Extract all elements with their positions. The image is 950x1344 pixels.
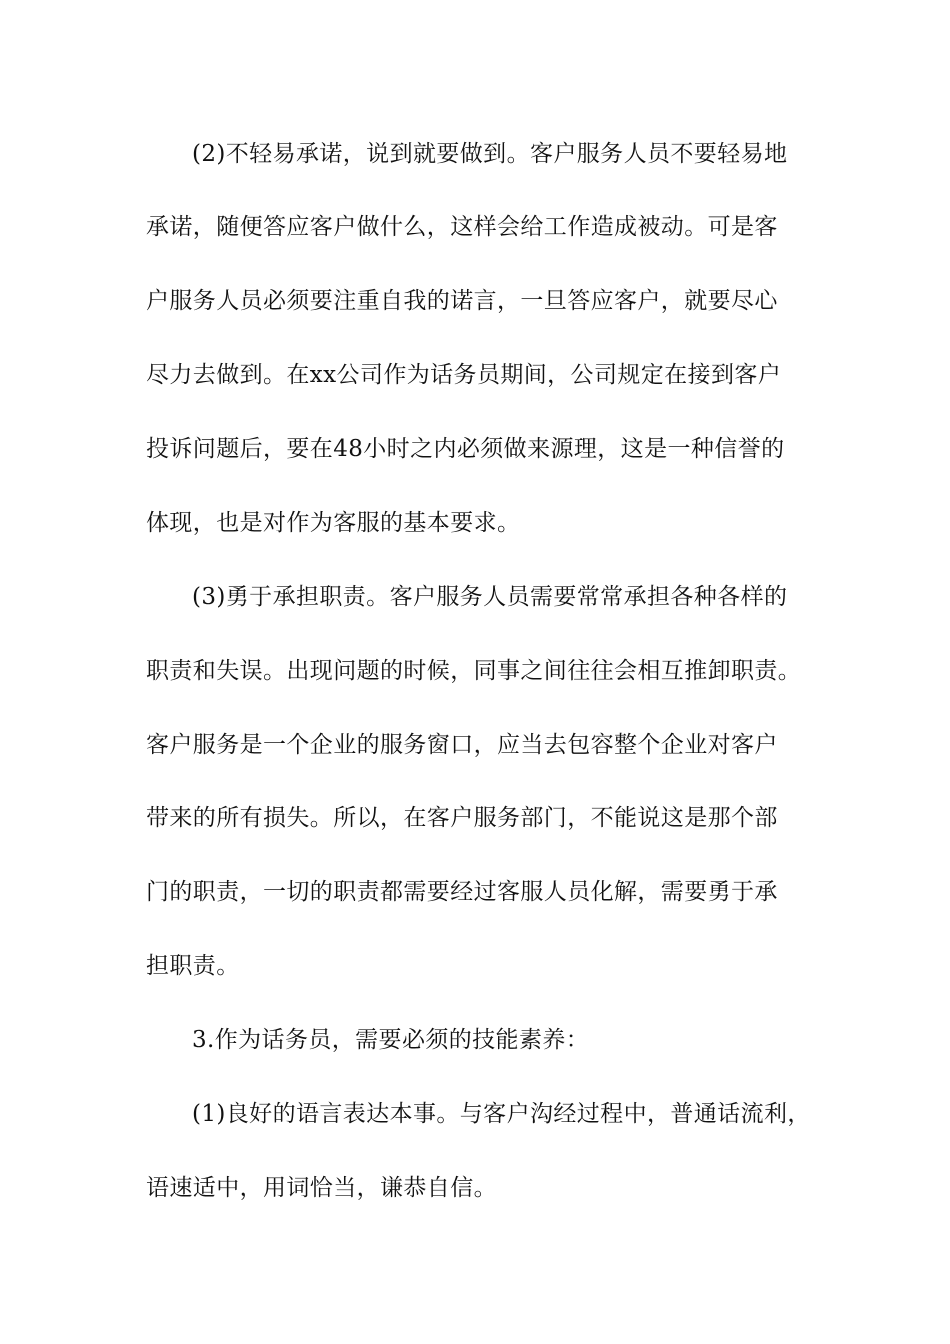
paragraph-3-line-6: 担职责。 [146,953,240,979]
paragraph-2-line-2: 承诺，随便答应客户做什么，这样会给工作造成被动。可是客 [146,214,778,240]
paragraph-2-line-6: 体现，也是对作为客服的基本要求。 [146,510,521,536]
paragraph-2-line-3: 户服务人员必须要注重自我的诺言，一旦答应客户，就要尽心 [146,288,778,314]
paragraph-2-line-1: (2)不轻易承诺，说到就要做到。客户服务人员不要轻易地 [192,141,788,167]
skill-1-line-2: 语速适中，用词恰当，谦恭自信。 [146,1175,497,1201]
paragraph-3-line-3: 客户服务是一个企业的服务窗口，应当去包容整个企业对客户 [146,732,778,758]
paragraph-2-line-4: 尽力去做到。在xx公司作为话务员期间，公司规定在接到客户 [146,362,782,388]
paragraph-2-line-5: 投诉问题后，要在48小时之内必须做来源理，这是一种信誉的 [146,436,785,462]
skill-1-line-1: (1)良好的语言表达本事。与客户沟经过程中，普通话流利， [192,1101,811,1127]
paragraph-3-line-5: 门的职责，一切的职责都需要经过客服人员化解，需要勇于承 [146,879,778,905]
paragraph-3-line-2: 职责和失误。出现问题的时候，同事之间往往会相互推卸职责。 [146,658,802,684]
paragraph-3-line-1: (3)勇于承担职责。客户服务人员需要常常承担各种各样的 [192,584,788,610]
section-heading-3: 3.作为话务员，需要必须的技能素养： [192,1027,590,1053]
paragraph-3-line-4: 带来的所有损失。所以，在客户服务部门，不能说这是那个部 [146,805,778,831]
